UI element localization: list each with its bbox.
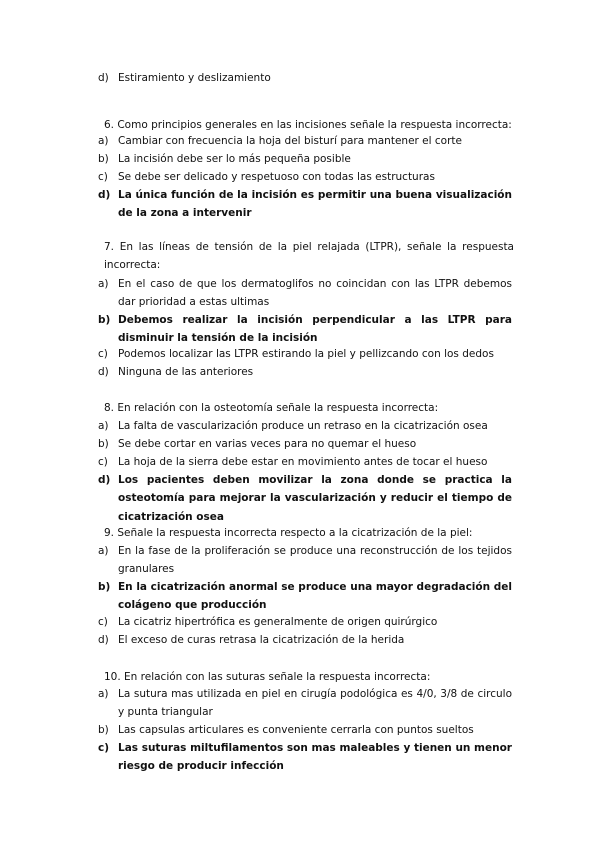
q9-option-a: En la fase de la proliferación se produce una reconstrucción de los tejidos granulares xyxy=(118,545,512,576)
q10-option-b: Las capsulas articulares es conveniente cerrarla con puntos sueltos xyxy=(118,724,474,736)
q8-option-a-letter: a) xyxy=(98,420,109,432)
q8-option-b: Se debe cortar en varias veces para no quemar el hueso xyxy=(118,438,417,450)
question-8-stem: 8. En relación con la osteotomía señale la respuesta incorrecta: xyxy=(104,402,439,414)
q9-option-c-letter: c) xyxy=(98,616,108,628)
q9-option-c: La cicatriz hipertrófica es generalmente de origen quirúrgico xyxy=(118,616,438,628)
q6-option-d-correct: La única función de la incisión es permitir una buena visualización de la zona a intervenir xyxy=(118,189,512,220)
q7-option-b-correct: Debemos realizar la incisión perpendicular a las LTPR para disminuir la tensión de la incisión xyxy=(118,314,512,345)
q10-option-a: La sutura mas utilizada en piel en cirugía podológica es 4/0, 3/8 de circulo y punta triangular xyxy=(118,688,512,719)
q6-option-d-letter: d) xyxy=(98,189,111,201)
q6-option-b-letter: b) xyxy=(98,153,109,165)
q10-option-c-letter: c) xyxy=(98,742,110,754)
question-6-stem: 6. Como principios generales en las incisiones señale la respuesta incorrecta: xyxy=(104,119,512,131)
q10-option-b-letter: b) xyxy=(98,724,109,736)
question-9-stem: 9. Señale la respuesta incorrecta respecto a la cicatrización de la piel: xyxy=(104,527,473,539)
q9-option-d-letter: d) xyxy=(98,634,109,646)
q6-option-a: Cambiar con frecuencia la hoja del bisturí para mantener el corte xyxy=(118,135,462,147)
q6-option-c-letter: c) xyxy=(98,171,108,183)
question-7-stem: 7. En las líneas de tensión de la piel relajada (LTPR), señale la respuesta incorrecta: xyxy=(104,241,514,272)
q9-option-b-letter: b) xyxy=(98,581,111,593)
q8-option-a: La falta de vascularización produce un retraso en la cicatrización osea xyxy=(118,420,488,432)
q7-option-a-letter: a) xyxy=(98,278,109,290)
q9-option-a-letter: a) xyxy=(98,545,109,557)
q7-option-a: En el caso de que los dermatoglifos no coincidan con las LTPR debemos dar prioridad a estas ultimas xyxy=(118,278,512,309)
q7-option-d: Ninguna de las anteriores xyxy=(118,366,254,378)
q8-option-b-letter: b) xyxy=(98,438,109,450)
question-10-stem: 10. En relación con las suturas señale la respuesta incorrecta: xyxy=(104,671,431,683)
q6-option-c: Se debe ser delicado y respetuoso con todas las estructuras xyxy=(118,171,435,183)
q8-option-c: La hoja de la sierra debe estar en movimiento antes de tocar el hueso xyxy=(118,456,488,468)
q8-option-c-letter: c) xyxy=(98,456,108,468)
option-text: Estiramiento y deslizamiento xyxy=(118,72,271,84)
q10-option-c-correct: Las suturas miltufilamentos son mas maleables y tienen un menor riesgo de producir infección xyxy=(118,742,512,773)
q6-option-b: La incisión debe ser lo más pequeña posible xyxy=(118,153,351,165)
q7-option-c-letter: c) xyxy=(98,348,108,360)
q8-option-d-letter: d) xyxy=(98,474,111,486)
option-letter: d) xyxy=(98,72,109,84)
q9-option-b-correct: En la cicatrización anormal se produce una mayor degradación del colágeno que producción xyxy=(118,581,512,612)
q8-option-d-correct: Los pacientes deben movilizar la zona donde se practica la osteotomía para mejorar la vascularización y reducir el tiempo de cicatrización osea xyxy=(118,474,512,523)
q7-option-c: Podemos localizar las LTPR estirando la piel y pellizcando con los dedos xyxy=(118,348,494,360)
q9-option-d: El exceso de curas retrasa la cicatrización de la herida xyxy=(118,634,405,646)
q7-option-b-letter: b) xyxy=(98,314,111,326)
q6-option-a-letter: a) xyxy=(98,135,109,147)
q10-option-a-letter: a) xyxy=(98,688,109,700)
q7-option-d-letter: d) xyxy=(98,366,109,378)
